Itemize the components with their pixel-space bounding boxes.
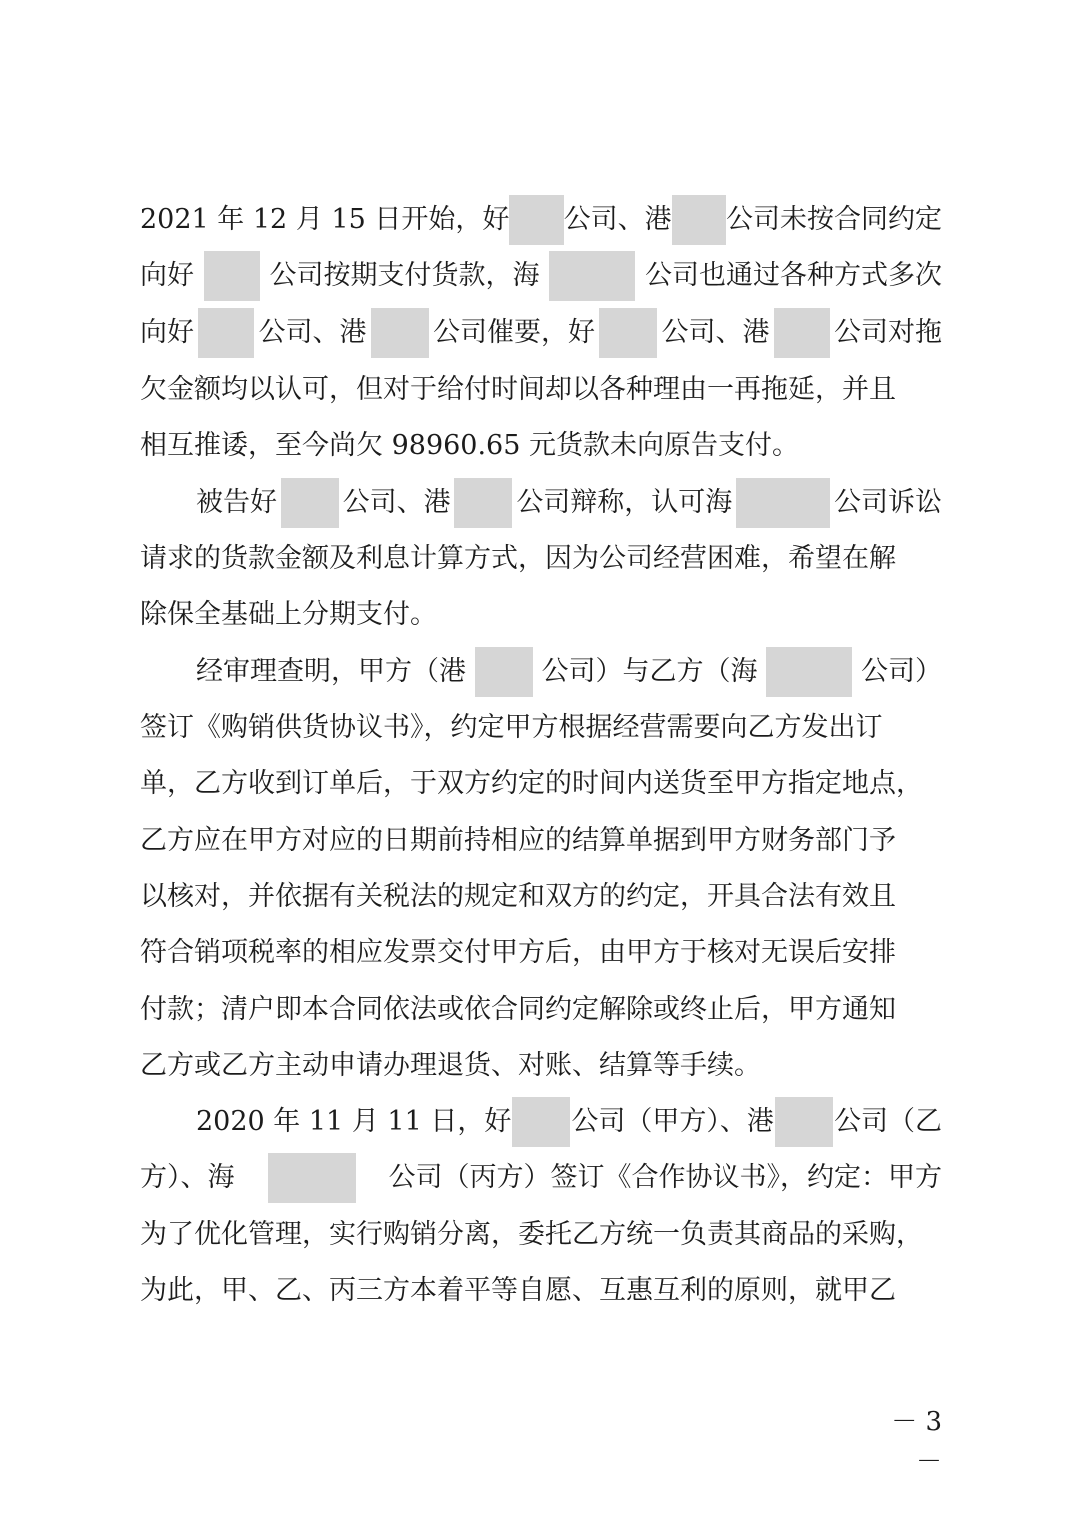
text-segment: 公司、港 — [258, 317, 367, 348]
text-segment: 为此，甲、乙、丙三方本着平等自愿、互惠互利的原则，就甲乙 — [140, 1275, 896, 1306]
paragraph-3-line-4 — [140, 819, 942, 863]
redaction-block — [736, 478, 830, 528]
text-segment: 公司）与乙方（海 — [541, 656, 758, 687]
paragraph-3-line-6 — [140, 931, 942, 975]
text-segment: 符合销项税率的相应发票交付甲方后，由甲方于核对无误后安排 — [140, 937, 896, 968]
paragraph-4-line-4 — [140, 1269, 942, 1313]
paragraph-1-line-1 — [140, 198, 942, 242]
paragraph-1-line-4 — [140, 368, 942, 412]
redaction-block — [454, 478, 512, 528]
paragraph-3-line-7 — [140, 988, 942, 1032]
redaction-block — [198, 308, 254, 358]
text-segment: 公司（丙方）签订《合作协议书》，约定：甲方 — [388, 1162, 942, 1193]
redaction-block — [549, 251, 635, 301]
text-segment: 2021 年 12 月 15 日开始，好 — [140, 204, 510, 235]
redaction-block — [672, 195, 726, 245]
paragraph-1-line-3 — [140, 311, 942, 355]
text-segment: 乙方或乙方主动申请办理退货、对账、结算等手续。 — [140, 1050, 761, 1081]
paragraph-3-line-8 — [140, 1044, 942, 1088]
text-segment: 公司） — [861, 656, 942, 687]
text-segment: 请求的货款金额及利息计算方式，因为公司经营困难，希望在解 — [140, 543, 896, 574]
redaction-block — [599, 308, 657, 358]
paragraph-2-line-3 — [140, 593, 942, 637]
paragraph-3-line-2 — [140, 706, 942, 750]
text-segment: 公司未按合同约定 — [726, 204, 942, 235]
redaction-block — [204, 251, 260, 301]
text-segment: 经审理查明，甲方（港 — [196, 656, 466, 687]
text-segment: 单，乙方收到订单后，于双方约定的时间内送货至甲方指定地点， — [140, 768, 923, 799]
text-segment: 2020 年 11 月 11 日，好 — [196, 1106, 512, 1137]
text-segment: 被告好 — [196, 487, 277, 518]
text-segment: 公司辩称，认可海 — [516, 487, 733, 518]
redaction-block — [512, 1097, 570, 1147]
paragraph-2-line-1 — [196, 481, 942, 525]
text-segment: 付款；清户即本合同依法或依合同约定解除或终止后，甲方通知 — [140, 994, 896, 1025]
text-segment: 公司（甲方）、港 — [571, 1106, 774, 1137]
text-segment: 向好 — [140, 260, 194, 291]
redaction-block — [371, 308, 429, 358]
text-segment: 公司、港 — [342, 487, 451, 518]
paragraph-3-line-1 — [196, 650, 942, 694]
text-segment: 除保全基础上分期支付。 — [140, 599, 437, 630]
paragraph-3-line-3 — [140, 762, 942, 806]
page-number: － 3 － — [891, 1407, 942, 1477]
text-segment: 方）、海 — [140, 1162, 235, 1193]
text-segment: 向好 — [140, 317, 194, 348]
text-segment: 公司按期支付货款，海 — [269, 260, 540, 291]
redaction-block — [509, 195, 563, 245]
text-segment: 公司、港 — [563, 204, 672, 235]
text-segment: 以核对，并依据有关税法的规定和双方的约定，开具合法有效且 — [140, 881, 896, 912]
text-segment: 公司催要，好 — [433, 317, 595, 348]
paragraph-4-line-1 — [196, 1100, 942, 1144]
paragraph-3-line-5 — [140, 875, 942, 919]
text-segment: 公司、港 — [661, 317, 770, 348]
paragraph-4-line-3 — [140, 1213, 942, 1257]
text-segment: 相互推诿，至今尚欠 98960.65 元货款未向原告支付。 — [140, 430, 799, 461]
redaction-block — [775, 1097, 833, 1147]
text-segment: 欠金额均以认可，但对于给付时间却以各种理由一再拖延，并且 — [140, 374, 896, 405]
redaction-block — [268, 1153, 356, 1203]
redaction-block — [475, 647, 533, 697]
text-segment: 签订《购销供货协议书》，约定甲方根据经营需要向乙方发出订 — [140, 712, 883, 743]
paragraph-4-line-2 — [140, 1156, 942, 1200]
text-segment: 公司（乙 — [833, 1106, 942, 1137]
paragraph-1-line-5 — [140, 424, 942, 468]
text-segment: 公司也通过各种方式多次 — [645, 260, 942, 291]
text-segment: 乙方应在甲方对应的日期前持相应的结算单据到甲方财务部门予 — [140, 825, 896, 856]
redaction-block — [281, 478, 339, 528]
text-segment: 为了优化管理，实行购销分离，委托乙方统一负责其商品的采购， — [140, 1219, 923, 1250]
text-segment: 公司诉讼 — [833, 487, 942, 518]
redaction-block — [766, 647, 852, 697]
text-segment: 公司对拖 — [834, 317, 942, 348]
redaction-block — [774, 308, 830, 358]
paragraph-1-line-2 — [140, 254, 942, 298]
paragraph-2-line-2 — [140, 537, 942, 581]
